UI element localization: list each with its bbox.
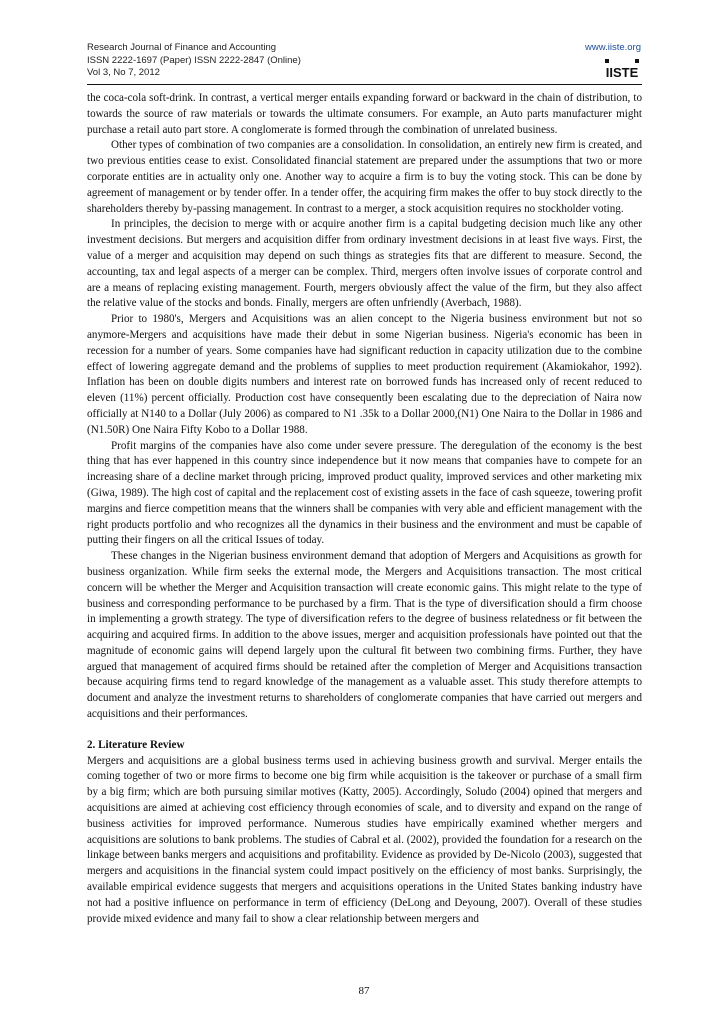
section-heading: 2. Literature Review [87,738,185,751]
journal-issn: ISSN 2222-1697 (Paper) ISSN 2222-2847 (Online) [87,54,301,66]
section-paragraph: Mergers and acquisitions are a global business terms used in achieving business growth and survival. Merger entails the coming together of two or more firms to become one big firm while acquisition is the takeover or purchase of a small firm by a big firm; which are both pursuing similar motives (Katty, 2005). Accordingly, Soludo (2004) opined that mergers and acquisitions are aimed at achieving cost efficiency through economies of scale, and to diversity and expand on the range of business activities for improved performance. Numerous studies have empirically examined whether mergers and acquisitions are solutions to bank problems. The studies of Cabral et al. (2002), provided the foundation for a research on the linkage between banks mergers and acquisitions and profitability. Evidence as provided by De-Nicolo (2003), suggested that mergers and acquisitions in the financial system could impact positively on the efficiency of most banks. Surprisingly, the available empirical evidence suggests that mergers and acquisitions operations in the United States banking industry have not had a positive influence on performance in term of efficiency (DeLong and Deyoung, 2007). Overall of these studies provide mixed evidence and many fail to show a clear relationship between mergers and [87,754,642,925]
iiste-logo-text: IISTE [605,65,639,80]
paragraph: Other types of combination of two companies are a consolidation. In consolidation, an entirely new firm is created, and two previous entities cease to exist. Consolidated financial statement are prepared under the assumptions that two or more corporate entities are in actuality only one. Another way to acquire a firm is to buy the voting stock. This can be done by agreement of management or by tender offer. In a tender offer, the acquiring firm makes the offer to buy stock directly to the shareholders thereby by-passing management. In contrast to a merger, a stock acquisition requires no stockholder voting. [87,139,642,215]
paragraph: Profit margins of the companies have also come under severe pressure. The deregulation of the economy is the best thing that has ever happened in this country since independence but it now means that companies have to compete for an increasing share of a decline market through pricing, improved product quality, improved services and other marketing mix (Giwa, 1989). The high cost of capital and the replacement cost of existing assets in the face of cash squeeze, towering profit margins and fierce competition means that the winners shall be companies with very able and efficient management with the right products portfolio and who recognizes all the dynamics in their business and the environment and must be capable of putting their fingers on all the critical Issues of today. [87,439,642,547]
header-divider [87,84,642,85]
journal-header [87,42,301,80]
paragraph: These changes in the Nigerian business environment demand that adoption of Mergers and Acquisitions as growth for business organization. While firm seeks the external mode, the Mergers and Acquisitions transaction. The most critical concern will be whether the Merger and Acquisition transaction will create economic gains. This might relate to the type of business and corresponding performance to be purchased by a firm. That is the type of diversification should a firm choose in implementing a growth strategy. The type of diversification refers to the degree of business relatedness or fit between the acquiring and acquired firms. In addition to the above issues, merger and acquisition professionals have pointed out that the magnitude of economic gains will depend largely upon the cultural fit between two combining firms. Further, they have argued that management of acquired firms should be retained after the completion of Merger and Acquisitions transaction because acquiring firms tend to regard knowledge of the management as a valuable asset. This study therefore attempts to document and analyze the investment returns to shareholders of conglomerate companies that have carried out mergers and acquisitions and their performances. [87,550,642,721]
page-number: 87 [358,985,370,997]
paragraph: the coca-cola soft-drink. In contrast, a vertical merger entails expanding forward or backward in the chain of distribution, to towards the source of raw materials or towards the ultimate consumers. For example, an Auto parts manufacturer might purchase a retail auto part store. A conglomerate is formed through the combination of unrelated business. [87,92,642,136]
paragraph: In principles, the decision to merge with or acquire another firm is a capital budgeting decision much like any other investment decisions. But mergers and acquisition differ from ordinary investment decisions in at least five ways. First, the value of a merger and acquisition may depend on such things as strategies fits that are different to measure. Second, the accounting, tax and legal aspects of a merger can be complex. Third, mergers often involve issues of corporate control and are a means of replacing existing management. Fourth, mergers obviously affect the value of the firm, but they also affect the relative value of the stocks and bonds. Finally, mergers are often unfriendly (Averbach, 1988). [87,218,642,310]
journal-title: Research Journal of Finance and Accounting [87,42,277,53]
journal-url-link[interactable]: www.iiste.org [585,42,641,53]
paragraph: Prior to 1980's, Mergers and Acquisitions was an alien concept to the Nigeria business environment but not so anymore-Mergers and acquisitions have made their debut in some Nigerian business. Nigeria's economic has been in recession for a number of years. Some companies have had significant reduction in capacity utilization due to the combine effect of lowering aggregate demand and the problems of supplies to meet production requirement (Akamiokahor, 1992). Inflation has been on double digits numbers and interest rate on borrowed funds has increased only of recent reduced to eleven (11%) percent officially. Production cost have consequently been escalating due to the depreciation of Naira now officially at N140 to a Dollar (July 2006) as compared to N1 .35k to a Dollar 2000,(N1) One Naira to the Dollar in 1986 and (N1.50R) One Naira Fifty Kobo to a Dollar 1988. [87,313,642,436]
article-body [87,91,642,927]
iiste-logo [602,57,642,83]
journal-volume: Vol 3, No 7, 2012 [87,67,160,78]
